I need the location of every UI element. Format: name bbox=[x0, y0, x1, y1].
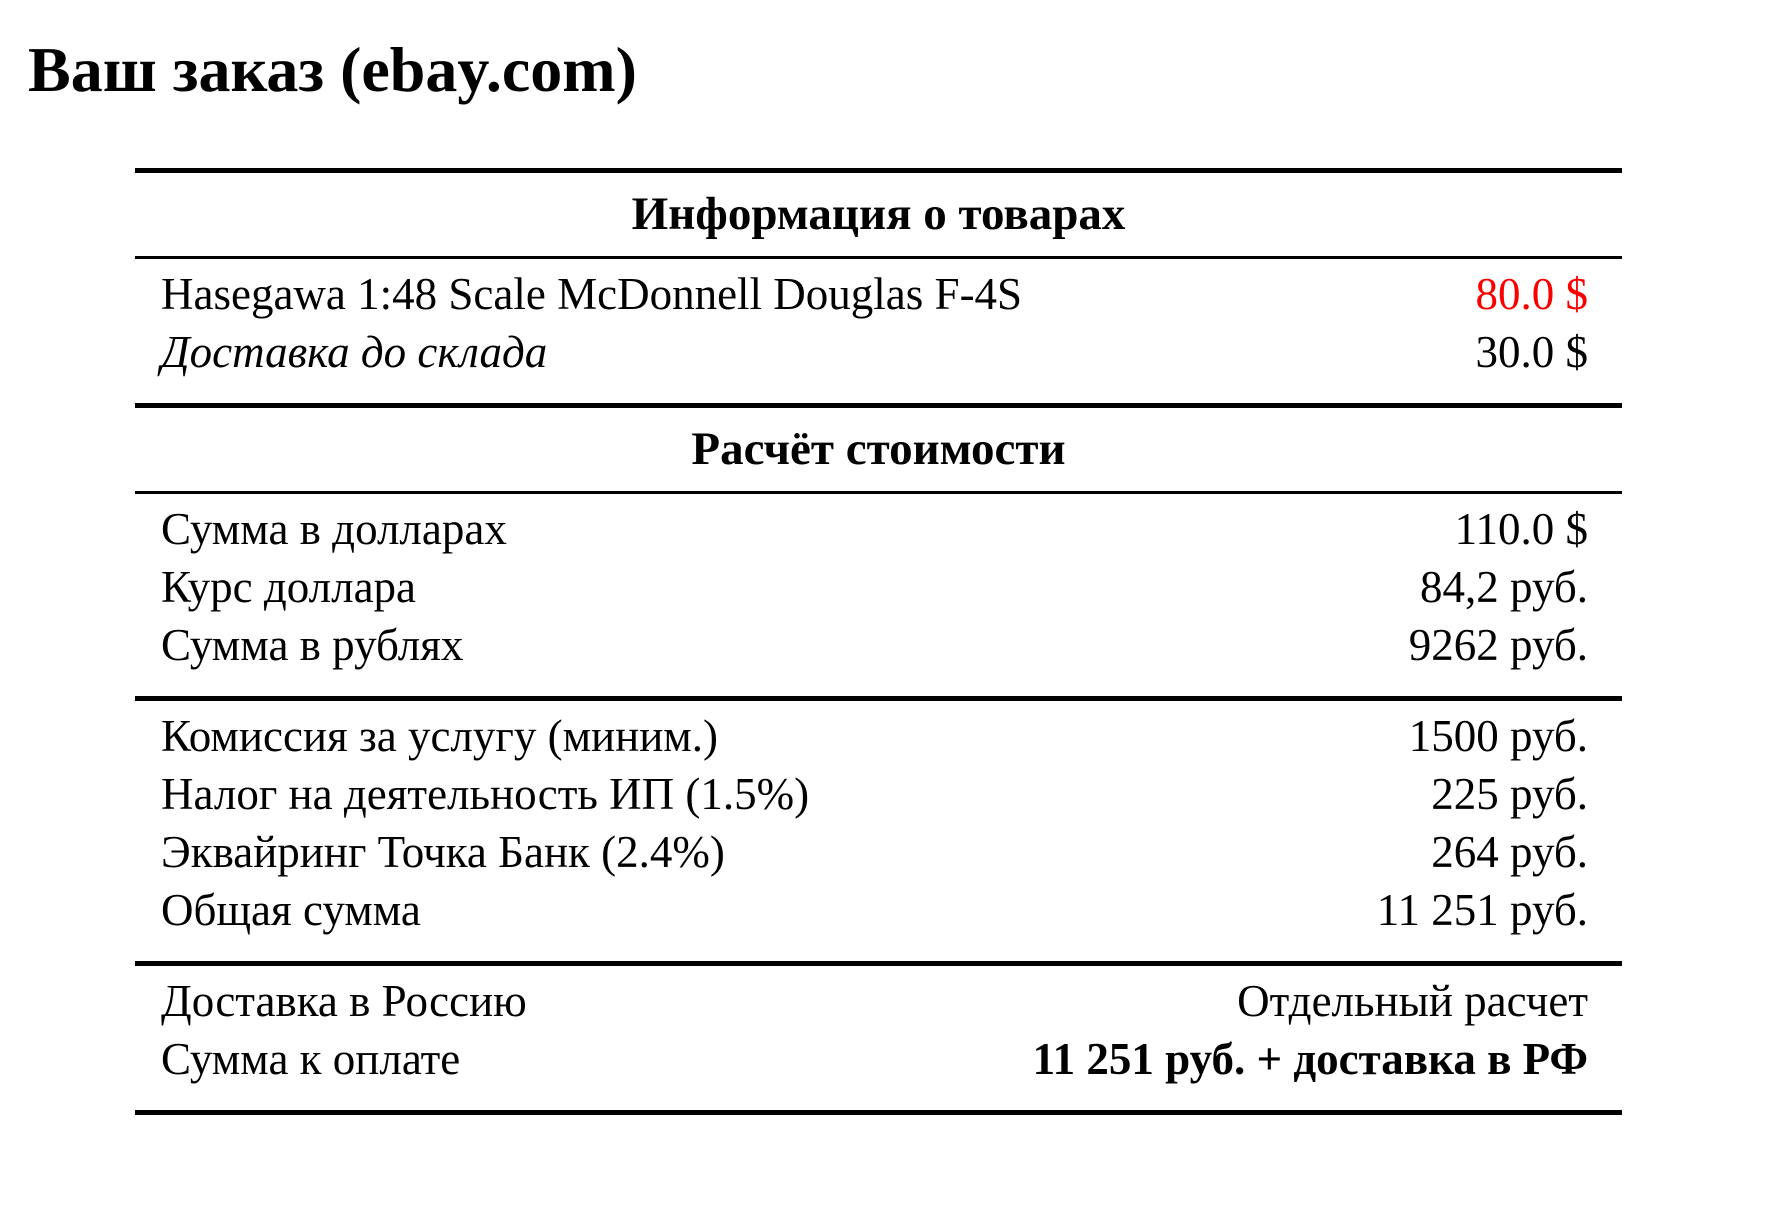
calculation-subtotal-rows bbox=[135, 494, 1622, 696]
table-row-acquiring bbox=[135, 823, 1622, 881]
acquiring-value: 264 руб. bbox=[1431, 827, 1588, 877]
products-rows bbox=[135, 259, 1622, 403]
rub-sum-label: Сумма в рублях bbox=[161, 620, 464, 670]
russia-shipping-value: Отдельный расчет bbox=[1237, 976, 1588, 1026]
table-bottom-rule bbox=[135, 1110, 1622, 1115]
page-title: Ваш заказ (ebay.com) bbox=[28, 34, 637, 105]
warehouse-shipping-price: 30.0 $ bbox=[1475, 327, 1588, 377]
table-row-russia-shipping bbox=[135, 972, 1622, 1030]
table-row-tax bbox=[135, 765, 1622, 823]
calculation-total-rows bbox=[135, 966, 1622, 1110]
section-header-products: Информация о товарах bbox=[631, 188, 1126, 240]
amount-due-value: 11 251 руб. + доставка в РФ bbox=[1032, 1034, 1588, 1084]
table-row-amount-due bbox=[135, 1030, 1622, 1088]
russia-shipping-label: Доставка в Россию bbox=[161, 976, 527, 1026]
usd-sum-label: Сумма в долларах bbox=[161, 504, 507, 554]
grand-total-value: 11 251 руб. bbox=[1376, 885, 1588, 935]
usd-sum-value: 110.0 $ bbox=[1454, 504, 1588, 554]
tax-value: 225 руб. bbox=[1431, 769, 1588, 819]
calculation-fees-rows bbox=[135, 701, 1622, 961]
warehouse-shipping-label: Доставка до склада bbox=[161, 327, 548, 377]
acquiring-label: Эквайринг Точка Банк (2.4%) bbox=[161, 827, 725, 877]
item-price: 80.0 $ bbox=[1475, 269, 1588, 319]
commission-label: Комиссия за услугу (миним.) bbox=[161, 711, 719, 761]
order-table bbox=[135, 168, 1622, 1115]
rub-sum-value: 9262 руб. bbox=[1408, 620, 1588, 670]
table-row-item bbox=[135, 265, 1622, 323]
item-name: Hasegawa 1:48 Scale McDonnell Douglas F-4S bbox=[161, 269, 1023, 319]
usd-rate-label: Курс доллара bbox=[161, 562, 417, 612]
table-row-usd-rate bbox=[135, 558, 1622, 616]
grand-total-label: Общая сумма bbox=[161, 885, 421, 935]
table-row-usd-sum bbox=[135, 500, 1622, 558]
commission-value: 1500 руб. bbox=[1408, 711, 1588, 761]
table-row-rub-sum bbox=[135, 616, 1622, 674]
table-row-commission bbox=[135, 707, 1622, 765]
tax-label: Налог на деятельность ИП (1.5%) bbox=[161, 769, 810, 819]
section-header-calculation: Расчёт стоимости bbox=[691, 423, 1066, 475]
table-row-grand-total bbox=[135, 881, 1622, 939]
usd-rate-value: 84,2 руб. bbox=[1420, 562, 1588, 612]
table-row-warehouse-shipping bbox=[135, 323, 1622, 381]
amount-due-label: Сумма к оплате bbox=[161, 1034, 461, 1084]
